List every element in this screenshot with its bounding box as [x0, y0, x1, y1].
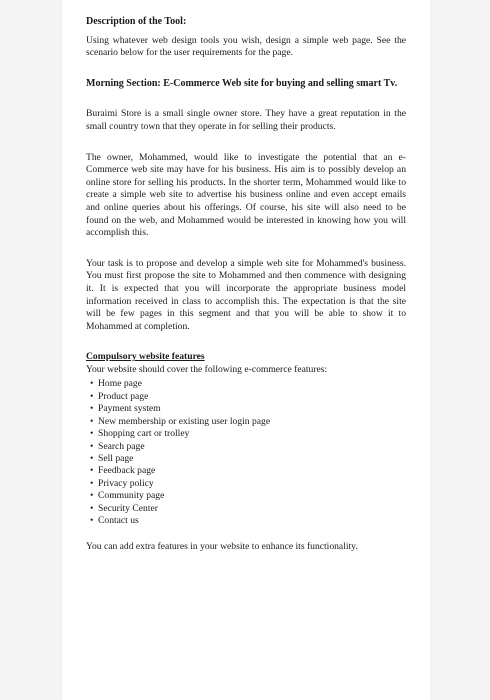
- feature-item: [86, 490, 406, 502]
- feature-item: [86, 478, 406, 490]
- feature-label: Search page: [98, 440, 145, 452]
- bullet-icon: •: [90, 403, 94, 415]
- feature-item: [86, 416, 406, 428]
- feature-label: New membership or existing user login page: [98, 415, 271, 427]
- bullet-icon: •: [90, 452, 94, 464]
- document-page: [62, 0, 430, 700]
- feature-item: [86, 503, 406, 515]
- bullet-icon: •: [90, 514, 94, 526]
- bullet-icon: •: [90, 428, 94, 440]
- feature-item: [86, 428, 406, 440]
- bullet-icon: •: [90, 502, 94, 514]
- feature-label: Security Center: [98, 502, 158, 514]
- features-list: [86, 378, 406, 527]
- features-intro: Your website should cover the following e-commerce features:: [86, 363, 328, 375]
- bullet-icon: •: [90, 465, 94, 477]
- feature-label: Sell page: [98, 452, 134, 464]
- section-heading: Morning Section: E-Commerce Web site for buying and selling smart Tv.: [86, 77, 398, 89]
- feature-label: Privacy policy: [98, 477, 154, 489]
- feature-label: Contact us: [98, 514, 139, 526]
- paragraph-owner: The owner, Mohammed, would like to investigate the potential that an e-Commerce web site may have for his business. His aim is to possibly develop an online store for selling his products. In the shorter term, Mohammed would like to create a simple web site to advertise his business online and even accept emails and online queries about his offerings. Of course, his site will also need to be found on the web, and Mohammed would be interested in knowing how you will accomplish this.: [86, 151, 406, 239]
- feature-item: [86, 441, 406, 453]
- bullet-icon: •: [90, 490, 94, 502]
- bullet-icon: •: [90, 390, 94, 402]
- description-heading: Description of the Tool:: [86, 16, 187, 27]
- feature-item: [86, 515, 406, 527]
- feature-item: [86, 378, 406, 390]
- feature-item: [86, 391, 406, 403]
- bullet-icon: •: [90, 378, 94, 390]
- bullet-icon: •: [90, 477, 94, 489]
- feature-label: Shopping cart or trolley: [98, 428, 190, 440]
- bullet-icon: •: [90, 415, 94, 427]
- description-text: Using whatever web design tools you wish, design a simple web page. See the scenario below for the user requirements for the page.: [86, 34, 406, 59]
- paragraph-task: Your task is to propose and develop a simple web site for Mohammed's business. You must first propose the site to Mohammed and then commence with designing it. It is expected that you will incorporate the appropriate business model information received in class to accomplish this. The expectation is that the site will be few pages in this segment and that you will be able to show it to Mohammed at completion.: [86, 257, 406, 332]
- feature-label: Home page: [98, 378, 142, 390]
- bullet-icon: •: [90, 440, 94, 452]
- document-content: [86, 16, 406, 554]
- feature-item: [86, 453, 406, 465]
- paragraph-intro: Buraimi Store is a small single owner store. They have a great reputation in the small country town that they operate in for selling their products.: [86, 108, 406, 132]
- feature-label: Payment system: [98, 403, 161, 415]
- closing-text: You can add extra features in your website to enhance its functionality.: [86, 541, 358, 553]
- features-heading: Compulsory website features: [86, 351, 205, 363]
- feature-item: [86, 403, 406, 415]
- feature-label: Community page: [98, 490, 165, 502]
- feature-label: Feedback page: [98, 465, 156, 477]
- feature-item: [86, 465, 406, 477]
- feature-label: Product page: [98, 390, 149, 402]
